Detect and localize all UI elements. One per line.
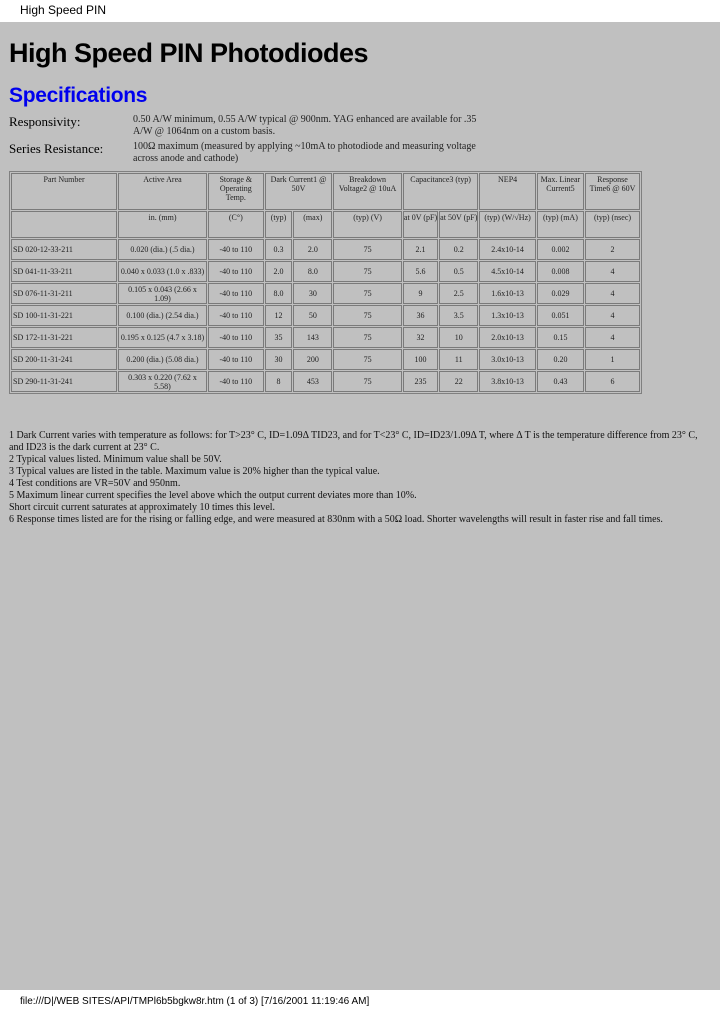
unit-cell: at 50V (pF) [439, 211, 478, 238]
header-nep: NEP4 [479, 173, 536, 210]
cell: 9 [403, 283, 438, 304]
table-row [11, 305, 640, 326]
cell: 2.0 [293, 239, 332, 260]
cell: 75 [333, 371, 402, 392]
footer-url: file:///D|/WEB SITES/API/TMPl6b5bgkw8r.htm (1 of 3) [7/16/2001 11:19:46 AM] [20, 996, 370, 1007]
cell: 10 [439, 327, 478, 348]
table-row [11, 261, 640, 282]
cell: 235 [403, 371, 438, 392]
spec-responsivity [9, 114, 529, 138]
cell: 30 [293, 283, 332, 304]
cell-part-number: SD 200-11-31-241 [11, 349, 117, 370]
cell: 2 [585, 239, 640, 260]
table-row [11, 239, 640, 260]
cell: 4 [585, 283, 640, 304]
cell: -40 to 110 [208, 261, 264, 282]
cell-part-number: SD 290-11-31-241 [11, 371, 117, 392]
cell: 0.195 x 0.125 (4.7 x 3.18) [118, 327, 207, 348]
footnote: 1 Dark Current varies with temperature as follows: for T>23° C, ID=1.09Δ TID23, and for T<23° C, ID=ID23/1.09Δ T, where Δ T is the temperature difference from 23° C, and ID23 is the dark current at 23° C. [9, 430, 698, 453]
cell: 2.4x10-14 [479, 239, 536, 260]
cell: 75 [333, 327, 402, 348]
cell: 100 [403, 349, 438, 370]
cell: -40 to 110 [208, 371, 264, 392]
unit-cell: (typ) (mA) [537, 211, 584, 238]
unit-cell: (typ) (W/√Hz) [479, 211, 536, 238]
cell: 0.029 [537, 283, 584, 304]
footnotes [9, 430, 709, 526]
cell: 50 [293, 305, 332, 326]
table-row [11, 283, 640, 304]
cell: 22 [439, 371, 478, 392]
cell-part-number: SD 076-11-31-211 [11, 283, 117, 304]
cell: 0.008 [537, 261, 584, 282]
cell: 0.100 (dia.) (2.54 dia.) [118, 305, 207, 326]
cell: 3.0x10-13 [479, 349, 536, 370]
footnote: 5 Maximum linear current specifies the level above which the output current deviates more than 10%. [9, 490, 417, 501]
unit-cell: at 0V (pF) [403, 211, 438, 238]
cell: 6 [585, 371, 640, 392]
cell: 1.6x10-13 [479, 283, 536, 304]
header-part-number: Part Number [11, 173, 117, 210]
cell: 32 [403, 327, 438, 348]
cell: 11 [439, 349, 478, 370]
header-max-linear: Max. Linear Current5 [537, 173, 584, 210]
cell: 3.5 [439, 305, 478, 326]
cell: 4.5x10-14 [479, 261, 536, 282]
cell: 4 [585, 305, 640, 326]
spec-series-resistance [9, 141, 529, 165]
cell: 30 [265, 349, 293, 370]
cell-part-number: SD 172-11-31-221 [11, 327, 117, 348]
cell: 75 [333, 261, 402, 282]
spec-value: 0.50 A/W minimum, 0.55 A/W typical @ 900nm. YAG enhanced are available for .35 A/W @ 1064nm on a custom basis. [133, 114, 477, 137]
cell: 3.8x10-13 [479, 371, 536, 392]
window-title: High Speed PIN [20, 3, 107, 17]
cell: 75 [333, 349, 402, 370]
cell: 2.0 [265, 261, 293, 282]
cell: 8.0 [265, 283, 293, 304]
unit-cell: in. (mm) [118, 211, 207, 238]
page-title: High Speed PIN Photodiodes [9, 38, 369, 68]
header-temp: Storage & Operating Temp. [208, 173, 264, 210]
cell: 35 [265, 327, 293, 348]
footnote: 6 Response times listed are for the rising or falling edge, and were measured at 830nm with a 50Ω load. Shorter wavelengths will result in faster rise and fall times. [9, 514, 663, 525]
cell: 2.1 [403, 239, 438, 260]
cell: 8 [265, 371, 293, 392]
cell: 36 [403, 305, 438, 326]
unit-cell: (typ) (nsec) [585, 211, 640, 238]
cell-part-number: SD 020-12-33-211 [11, 239, 117, 260]
unit-cell [11, 211, 117, 238]
cell-part-number: SD 100-11-31-221 [11, 305, 117, 326]
table-header-row [11, 173, 640, 210]
cell: 0.040 x 0.033 (1.0 x .833) [118, 261, 207, 282]
cell: 0.15 [537, 327, 584, 348]
header-breakdown: Breakdown Voltage2 @ 10uA [333, 173, 402, 210]
header-capacitance: Capacitance3 (typ) [403, 173, 478, 210]
cell: -40 to 110 [208, 305, 264, 326]
cell: 0.43 [537, 371, 584, 392]
cell: 0.051 [537, 305, 584, 326]
cell: 0.5 [439, 261, 478, 282]
cell: 0.3 [265, 239, 293, 260]
header-active-area: Active Area [118, 173, 207, 210]
table-row [11, 371, 640, 392]
spec-label: Series Resistance: [9, 141, 104, 156]
cell: 8.0 [293, 261, 332, 282]
spec-label: Responsivity: [9, 114, 81, 129]
header-response-time: Response Time6 @ 60V [585, 173, 640, 210]
cell: -40 to 110 [208, 327, 264, 348]
footnote: 4 Test conditions are VR=50V and 950nm. [9, 478, 181, 489]
cell: 0.020 (dia.) (.5 dia.) [118, 239, 207, 260]
cell: 0.105 x 0.043 (2.66 x 1.09) [118, 283, 207, 304]
cell: 75 [333, 283, 402, 304]
spec-list [9, 114, 529, 168]
cell: 0.303 x 0.220 (7.62 x 5.58) [118, 371, 207, 392]
cell: 1 [585, 349, 640, 370]
spec-table [9, 171, 642, 394]
document-page [0, 22, 720, 990]
footnote: Short circuit current saturates at approximately 10 times this level. [9, 502, 276, 513]
cell: 1.3x10-13 [479, 305, 536, 326]
footnote: 2 Typical values listed. Minimum value shall be 50V. [9, 454, 222, 465]
cell: 143 [293, 327, 332, 348]
table-row [11, 349, 640, 370]
section-title: Specifications [9, 84, 148, 107]
cell: 0.002 [537, 239, 584, 260]
cell: 2.5 [439, 283, 478, 304]
cell: 200 [293, 349, 332, 370]
table-row [11, 327, 640, 348]
unit-cell: (C°) [208, 211, 264, 238]
header-dark-current: Dark Current1 @ 50V [265, 173, 333, 210]
cell: -40 to 110 [208, 349, 264, 370]
cell: 12 [265, 305, 293, 326]
spec-value: 100Ω maximum (measured by applying ~10mA to photodiode and measuring voltage across anode and cathode) [133, 141, 476, 164]
unit-cell: (typ) (V) [333, 211, 402, 238]
unit-cell: (typ) [265, 211, 293, 238]
cell: 4 [585, 261, 640, 282]
cell: 5.6 [403, 261, 438, 282]
table-units-row [11, 211, 640, 238]
cell: 453 [293, 371, 332, 392]
cell: -40 to 110 [208, 239, 264, 260]
cell: 4 [585, 327, 640, 348]
cell: -40 to 110 [208, 283, 264, 304]
cell-part-number: SD 041-11-33-211 [11, 261, 117, 282]
cell: 75 [333, 305, 402, 326]
cell: 0.20 [537, 349, 584, 370]
unit-cell: (max) [293, 211, 332, 238]
cell: 0.200 (dia.) (5.08 dia.) [118, 349, 207, 370]
cell: 2.0x10-13 [479, 327, 536, 348]
cell: 0.2 [439, 239, 478, 260]
cell: 75 [333, 239, 402, 260]
footnote: 3 Typical values are listed in the table. Maximum value is 20% higher than the typical value. [9, 466, 380, 477]
